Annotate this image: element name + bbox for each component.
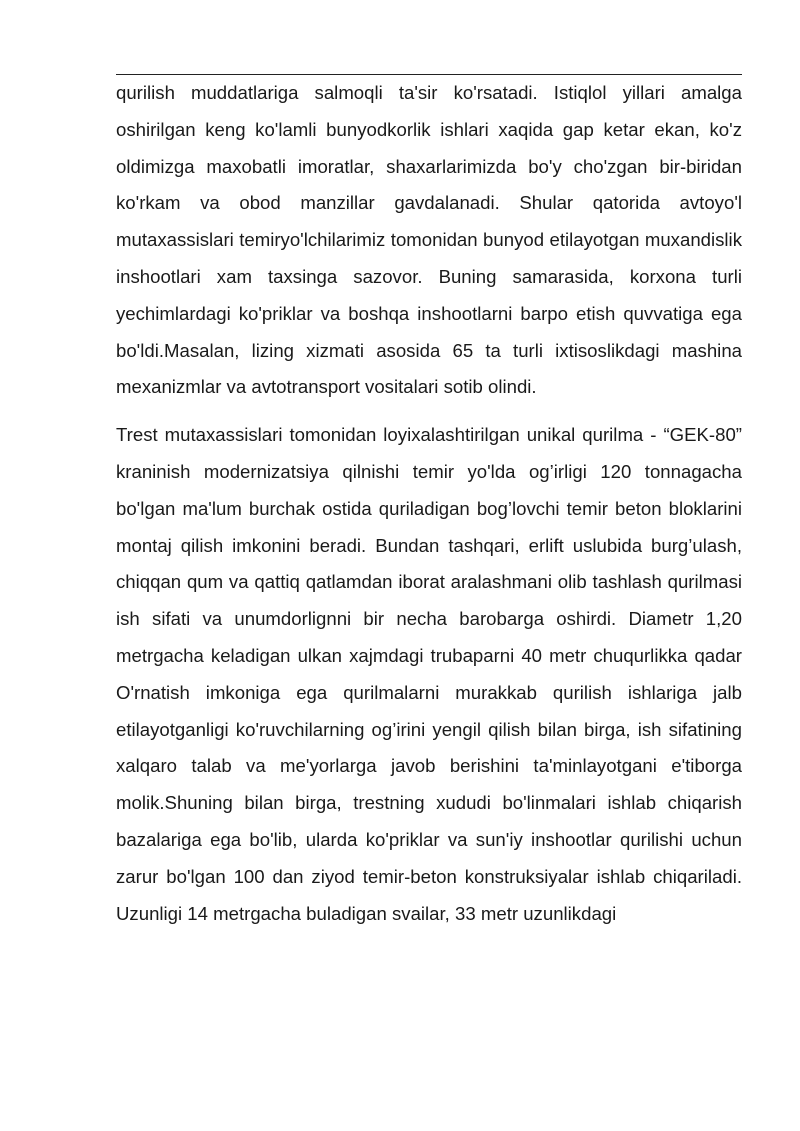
paragraph-1: qurilish muddatlariga salmoqli ta'sir ko'rsatadi. Istiqlol yillari amalga oshirilgan keng ko'lamli bunyodkorlik ishlari xaqida gap ketar ekan, ko'z oldimizga maxobatli imoratlar, shaxarlarimizda bo'y cho'zgan bir-biridan ko'rkam va obod manzillar gavdalanadi. Shular qatorida avtoyo'l mutaxassislari temiryo'lchilarimiz tomonidan bunyod etilayotgan muxandislik inshootlari xam taxsinga sazovor. Buning samarasida, korxona turli yechimlardagi ko'priklar va boshqa inshootlarni barpo etish quvvatiga ega bo'ldi.Masalan, lizing xizmati asosida 65 ta turli ixtisoslikdagi mashina mexanizmlar va avtotransport vositalari sotib olindi. bbox=[116, 82, 742, 398]
document-page bbox=[116, 74, 742, 932]
paragraph-2: Trest mutaxassislari tomonidan loyixalashtirilgan unikal qurilma - “GEK-80” kraninish modernizatsiya qilnishi temir yo'lda og’irligi 120 tonnagacha bo'lgan ma'lum burchak ostida quriladigan bog’lovchi temir beton bloklarini montaj qilish imkonini beradi. Bundan tashqari, erlift uslubida burg’ulash, chiqqan qum va qattiq qatlamdan iborat aralashmani olib tashlash qurilmasi ish sifati va unumdorlignni bir necha barobarga oshirdi. Diametr 1,20 metrgacha keladigan ulkan xajmdagi trubaparni 40 metr chuqurlikka qadar O'rnatish imkoniga ega qurilmalarni murakkab qurilish ishlariga jalb etilayotganligi ko'ruvchilarning og’irini yengil qilish bilan birga, ish sifatining xalqaro talab va me'yorlarga javob berishini ta'minlayotgani e'tiborga molik.Shuning bilan birga, trestning xududi bo'linmalari ishlab chiqarish bazalariga ega bo'lib, ularda ko'priklar va sun'iy inshootlar qurilishi uchun zarur bo'lgan 100 dan ziyod temir-beton konstruksiyalar ishlab chiqariladi. Uzunligi 14 metrgacha buladigan svailar, 33 metr uzunlikdagi bbox=[116, 424, 742, 924]
